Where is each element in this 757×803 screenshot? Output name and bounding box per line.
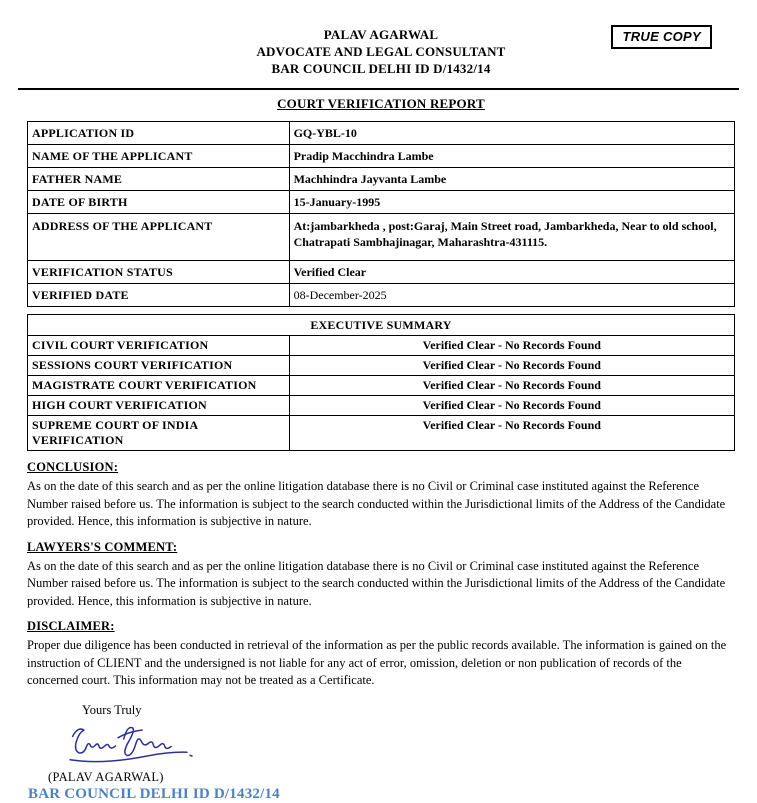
row-label: SUPREME COURT OF INDIA VERIFICATION (28, 416, 290, 451)
table-row (28, 416, 735, 451)
row-value: 08-December-2025 (289, 284, 734, 307)
signature-stroke (118, 730, 142, 738)
row-value: Verified Clear - No Records Found (289, 336, 734, 356)
row-value: Verified Clear (289, 261, 734, 284)
row-label: HIGH COURT VERIFICATION (28, 396, 290, 416)
report-title: COURT VERIFICATION REPORT (277, 96, 485, 111)
advocate-name: PALAV AGARWAL (323, 27, 439, 42)
row-label: FATHER NAME (28, 168, 290, 191)
row-value: Verified Clear - No Records Found (289, 396, 734, 416)
signature-stroke (190, 755, 192, 756)
disclaimer-heading: DISCLAIMER: (27, 619, 115, 633)
row-label: SESSIONS COURT VERIFICATION (28, 356, 290, 376)
signature-stroke (73, 729, 116, 753)
executive-summary-table (27, 314, 735, 451)
advocate-bar-id: BAR COUNCIL DELHI ID D/1432/14 (271, 61, 491, 76)
table-row (28, 191, 735, 214)
row-value: Verified Clear - No Records Found (289, 356, 734, 376)
row-value: At:jambarkheda , post:Garaj, Main Street road, Jambarkheda, Near to old school, Chatrapati Sambhajinagar, Maharashtra-431115. (289, 214, 734, 261)
signature-stroke (70, 752, 187, 761)
signatory-name: (PALAV AGARWAL) (48, 769, 164, 784)
row-label: VERIFIED DATE (28, 284, 290, 307)
closing-text: Yours Truly (82, 702, 142, 717)
row-value: Machhindra Jayvanta Lambe (289, 168, 734, 191)
row-label: CIVIL COURT VERIFICATION (28, 336, 290, 356)
disclaimer-body: Proper due diligence has been conducted in retrieval of the information as per the public records available. The information is gained on the instruction of CLIENT and the undersigned is not liable for any act of error, omission, deletion or non publication of records of the concerned court. This information may not be treated as a Certificate. (27, 638, 727, 687)
signatory-bar-council-id: BAR COUNCIL DELHI ID D/1432/14 (28, 785, 280, 802)
conclusion-heading: CONCLUSION: (27, 460, 119, 474)
table-row (28, 122, 735, 145)
row-label: VERIFICATION STATUS (28, 261, 290, 284)
row-value: Verified Clear - No Records Found (289, 416, 734, 451)
table-row (28, 396, 735, 416)
row-label: APPLICATION ID (28, 122, 290, 145)
section-conclusion (27, 460, 735, 531)
applicant-details-table (27, 121, 735, 307)
signature-ink-image (57, 720, 212, 768)
row-label: NAME OF THE APPLICANT (28, 145, 290, 168)
table-row (28, 214, 735, 261)
row-value: GQ-YBL-10 (289, 122, 734, 145)
row-value: Verified Clear - No Records Found (289, 376, 734, 396)
signature-block (57, 720, 735, 768)
header-divider (18, 88, 739, 90)
table-header-row (28, 315, 735, 336)
table-row (28, 168, 735, 191)
table-row (28, 145, 735, 168)
section-lawyers-comment (27, 540, 735, 611)
row-value: Pradip Macchindra Lambe (289, 145, 734, 168)
table-row (28, 356, 735, 376)
lawyers-comment-heading: LAWYERS'S COMMENT: (27, 539, 178, 554)
row-label: ADDRESS OF THE APPLICANT (28, 214, 290, 261)
row-value: 15-January-1995 (289, 191, 734, 214)
advocate-role: ADVOCATE AND LEGAL CONSULTANT (256, 44, 506, 59)
executive-summary-title: EXECUTIVE SUMMARY (28, 315, 735, 336)
true-copy-stamp: TRUE COPY (611, 25, 712, 49)
table-row (28, 284, 735, 307)
section-disclaimer (27, 619, 735, 690)
row-label: MAGISTRATE COURT VERIFICATION (28, 376, 290, 396)
table-row (28, 336, 735, 356)
row-label: DATE OF BIRTH (28, 191, 290, 214)
table-row (28, 261, 735, 284)
conclusion-body: As on the date of this search and as per the online litigation database there is no Civil or Criminal case instituted against the Reference Number raised before us. The information is subject to the search conducted within the Jurisdictional limits of the Address of the Candidate provided. Hence, this information is subjective in nature. (27, 479, 726, 528)
lawyers-comment-body: As on the date of this search and as per the online litigation database there is no Civil or Criminal case instituted against the Reference Number raised before us. The information is subject to the search conducted within the Jurisdictional limits of the Address of the Candidate provided. Hence, this information is subjective in nature. (27, 558, 726, 608)
table-row (28, 376, 735, 396)
